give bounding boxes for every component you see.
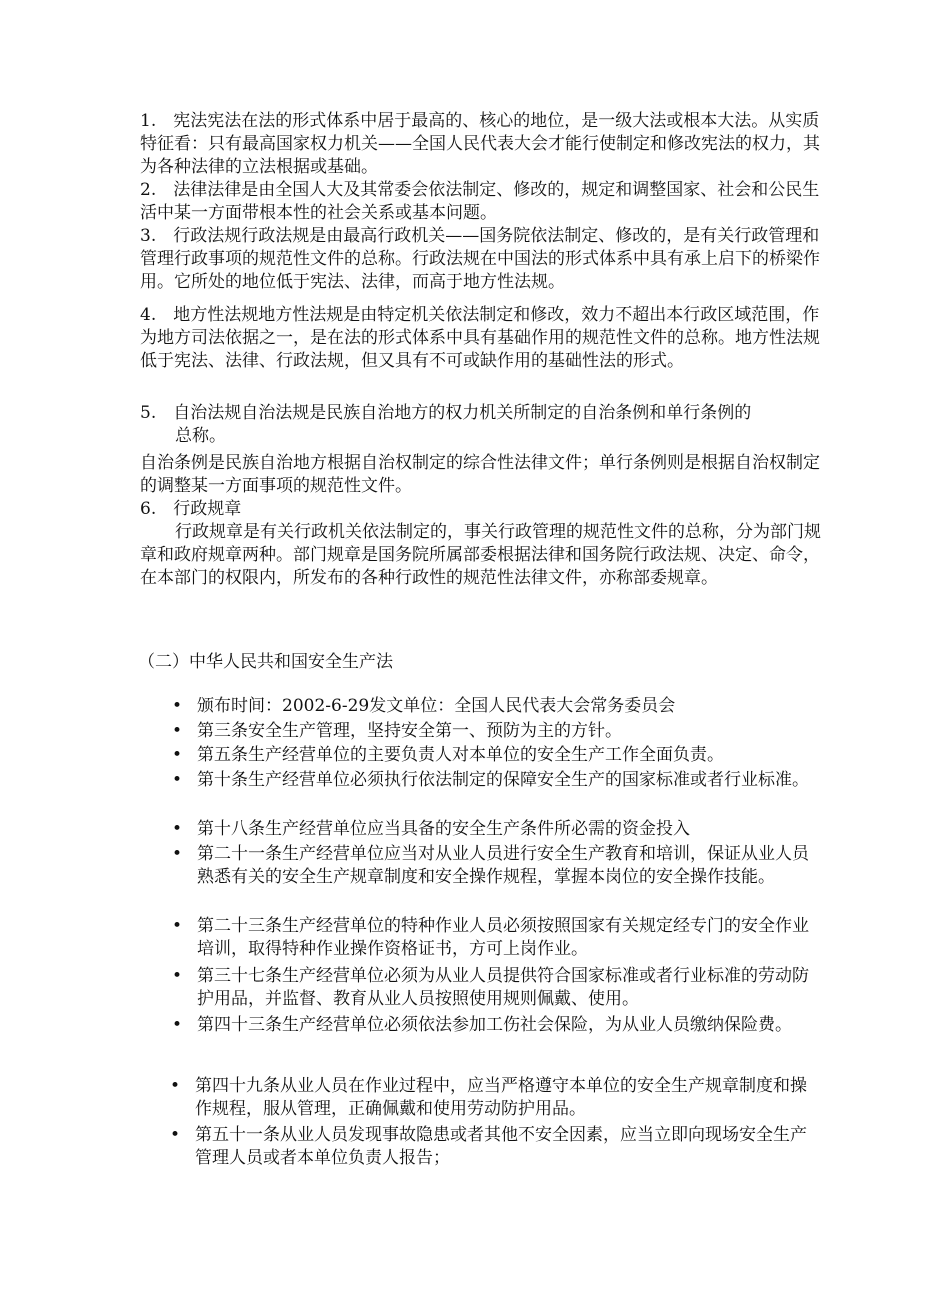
bullet-item-3: 第五条生产经营单位的主要负责人对本单位的安全生产工作全面负责。: [197, 745, 724, 765]
bullet-marker: •: [172, 966, 183, 986]
bullet-item-11: 第五十一条从业人员发现事故隐患或者其他不安全因素，应当立即向现场安全生产管理人员或者本单位负责人报告；: [195, 1125, 807, 1168]
bullet-item-6: 第二十一条生产经营单位应当对从业人员进行安全生产教育和培训，保证从业人员熟悉有关的安全生产规章制度和安全操作规程，掌握本岗位的安全操作技能。: [197, 844, 809, 887]
bullet-item-4: 第十条生产经营单位必须执行依法制定的保障安全生产的国家标准或者行业标准。: [197, 770, 809, 790]
autonomy-regulation-paragraph: 自治条例是民族自治地方根据自治权制定的综合性法律文件；单行条例则是根据自治权制定的调整某一方面事项的规范性文件。: [140, 453, 820, 496]
bullet-marker: •: [172, 1015, 183, 1035]
bullet-marker: •: [170, 1125, 181, 1145]
bullet-item-7: 第二十三条生产经营单位的特种作业人员必须按照国家有关规定经专门的安全作业培训，取得特种作业操作资格证书，方可上岗作业。: [197, 916, 809, 959]
bullet-marker: •: [172, 819, 183, 839]
numbered-item-3: 3. 行政法规行政法规是由最高行政机关——国务院依法制定、修改的，是有关行政管理和管理行政事项的规范性文件的总称。行政法规在中国法的形式体系中具有承上启下的桥梁作用。它所处的地位低于宪法、法律，而高于地方性法规。: [140, 226, 820, 292]
bullet-item-1: 颁布时间：2002-6-29发文单位：全国人民代表大会常务委员会: [197, 696, 676, 716]
bullet-marker: •: [172, 770, 183, 790]
bullet-marker: •: [172, 745, 183, 765]
bullet-marker: •: [172, 844, 183, 864]
bullet-item-10: 第四十九条从业人员在作业过程中，应当严格遵守本单位的安全生产规章制度和操作规程，服从管理，正确佩戴和使用劳动防护用品。: [195, 1076, 807, 1119]
bullet-marker: •: [170, 1076, 181, 1096]
numbered-item-6-title: 6. 行政规章: [140, 499, 242, 519]
bullet-marker: •: [172, 916, 183, 936]
bullet-item-8: 第三十七条生产经营单位必须为从业人员提供符合国家标准或者行业标准的劳动防护用品，并监督、教育从业人员按照使用规则佩戴、使用。: [197, 966, 809, 1009]
section-title: （二）中华人民共和国安全生产法: [138, 652, 393, 672]
numbered-item-2: 2. 法律法律是由全国人大及其常委会依法制定、修改的，规定和调整国家、社会和公民生活中某一方面带根本性的社会关系或基本问题。: [140, 180, 820, 223]
numbered-item-5-continuation: 总称。: [175, 426, 226, 446]
bullet-marker: •: [172, 696, 183, 716]
bullet-item-5: 第十八条生产经营单位应当具备的安全生产条件所必需的资金投入: [197, 819, 690, 839]
numbered-item-4: 4. 地方性法规地方性法规是由特定机关依法制定和修改，效力不超出本行政区域范围，作为地方司法依据之一，是在法的形式体系中具有基础作用的规范性文件的总称。地方性法规低于宪法、法律、行政法规，但又具有不可或缺作用的基础性法的形式。: [140, 305, 820, 371]
bullet-marker: •: [172, 721, 183, 741]
numbered-item-5: 5. 自治法规自治法规是民族自治地方的权力机关所制定的自治条例和单行条例的: [140, 403, 752, 423]
bullet-item-9: 第四十三条生产经营单位必须依法参加工伤社会保险，为从业人员缴纳保险费。: [197, 1015, 792, 1035]
bullet-item-2: 第三条安全生产管理，坚持安全第一、预防为主的方针。: [197, 721, 622, 741]
numbered-item-1: 1. 宪法宪法在法的形式体系中居于最高的、核心的地位，是一级大法或根本大法。从实质特征看：只有最高国家权力机关——全国人民代表大会才能行使制定和修改宪法的权力，其为各种法律的立法根据或基础。: [140, 111, 820, 177]
administrative-rules-paragraph: 行政规章是有关行政机关依法制定的，事关行政管理的规范性文件的总称，分为部门规章和政府规章两种。部门规章是国务院所属部委根据法律和国务院行政法规、决定、命令，在本部门的权限内，所发布的各种行政性的规范性法律文件，亦称部委规章。: [140, 522, 821, 588]
